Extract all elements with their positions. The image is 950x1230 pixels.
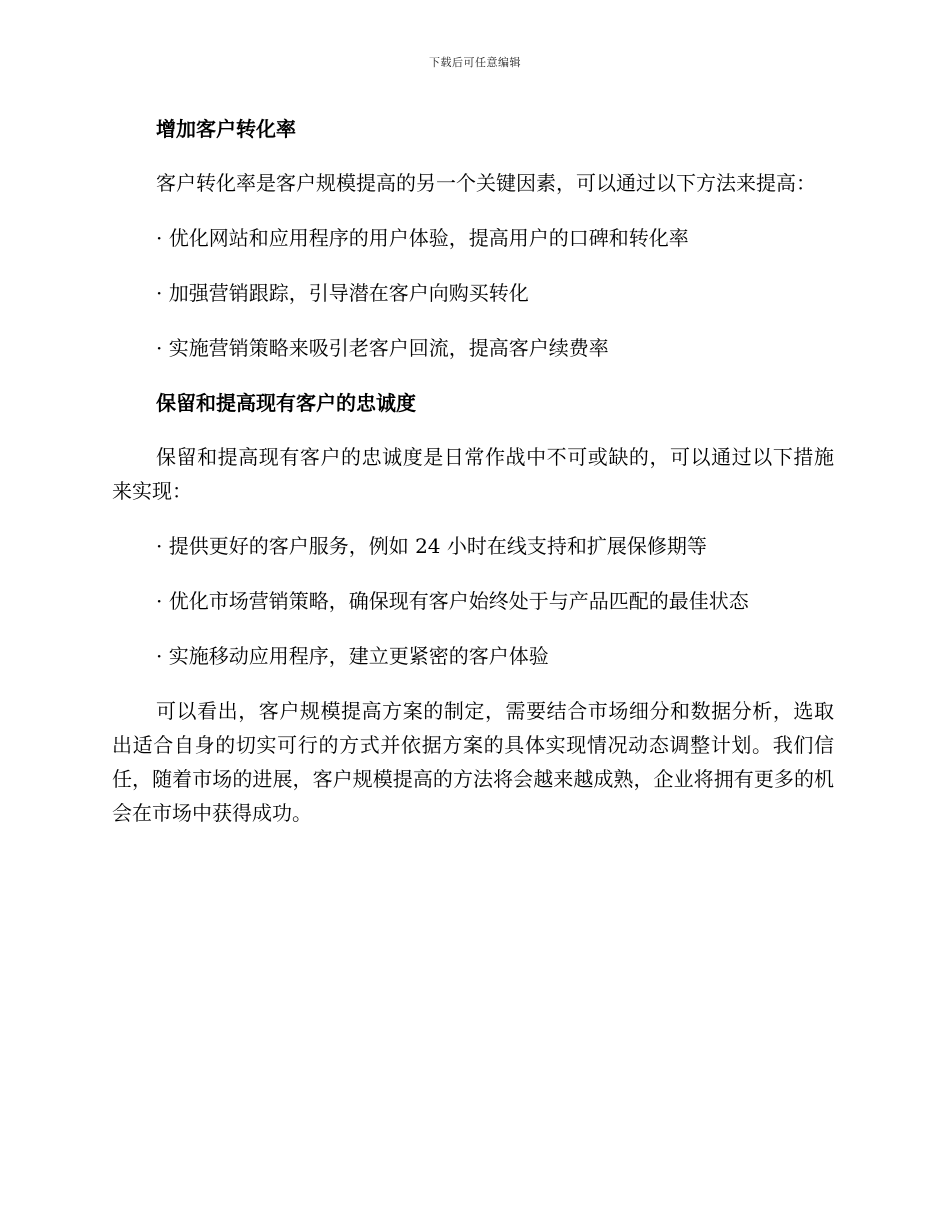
- section-heading-loyalty: 保留和提高现有客户的忠诚度: [156, 391, 416, 415]
- section-intro-loyalty: 保留和提高现有客户的忠诚度是日常作战中不可或缺的，可以通过以下措施来实现：: [112, 445, 834, 503]
- conclusion-paragraph: 可以看出，客户规模提高方案的制定，需要结合市场细分和数据分析，选取出适合自身的切实可行的方式并依据方案的具体实现情况动态调整计划。我们信任，随着市场的进展，客户规模提高的方法将会越来越成熟，企业将拥有更多的机会在市场中获得成功。: [112, 699, 834, 825]
- bullet-item: · 提供更好的客户服务，例如 24 小时在线支持和扩展保修期等: [156, 534, 707, 558]
- section-intro-conversion: 客户转化率是客户规模提高的另一个关键因素，可以通过以下方法来提高：: [156, 171, 816, 195]
- section-heading-conversion: 增加客户转化率: [156, 117, 296, 141]
- bullet-item: · 实施移动应用程序，建立更紧密的客户体验: [156, 644, 549, 668]
- bullet-item: · 加强营销跟踪，引导潜在客户向购买转化: [156, 281, 529, 305]
- document-body: [112, 112, 834, 851]
- bullet-item: · 优化网站和应用程序的用户体验，提高用户的口碑和转化率: [156, 226, 689, 250]
- bullet-item: · 优化市场营销策略，确保现有客户始终处于与产品匹配的最佳状态: [156, 589, 749, 613]
- page-header: 下载后可任意编辑: [429, 56, 521, 69]
- bullet-item: · 实施营销策略来吸引老客户回流，提高客户续费率: [156, 336, 609, 360]
